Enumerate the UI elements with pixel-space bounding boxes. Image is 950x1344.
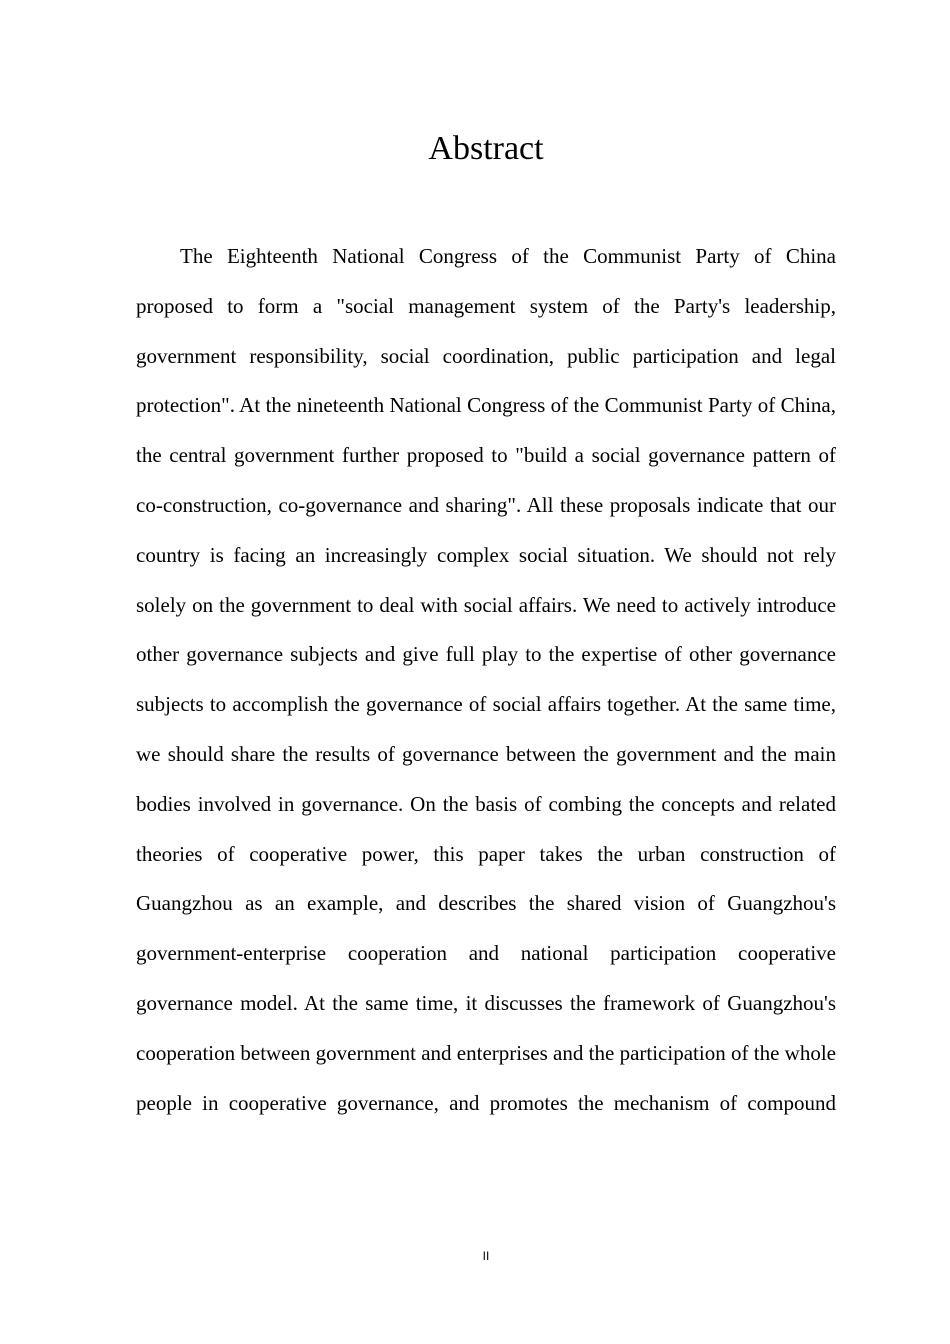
abstract-body-paragraph: The Eighteenth National Congress of the Communist Party of China proposed to form a "social management system of the Party's leadership, government responsibility, social coordination, public participation and legal protection". At the nineteenth National Congress of the Communist Party of China, the central government further proposed to "build a social governance pattern of co-construction, co-governance and sharing". All these proposals indicate that our country is facing an increasingly complex social situation. We should not rely solely on the government to deal with social affairs. We need to actively introduce other governance subjects and give full play to the expertise of other governance subjects to accomplish the governance of social affairs together. At the same time, we should share the results of governance between the government and the main bodies involved in governance. On the basis of combing the concepts and related theories of cooperative power, this paper takes the urban construction of Guangzhou as an example, and describes the shared vision of Guangzhou's government-enterprise cooperation and national participation cooperative governance model. At the same time, it discusses the framework of Guangzhou's cooperation between government and enterprises and the participation of the whole people in cooperative governance, and promotes the mechanism of compound <box>136 244 836 1115</box>
abstract-title: Abstract <box>428 130 544 167</box>
page-number: II <box>482 1249 490 1263</box>
